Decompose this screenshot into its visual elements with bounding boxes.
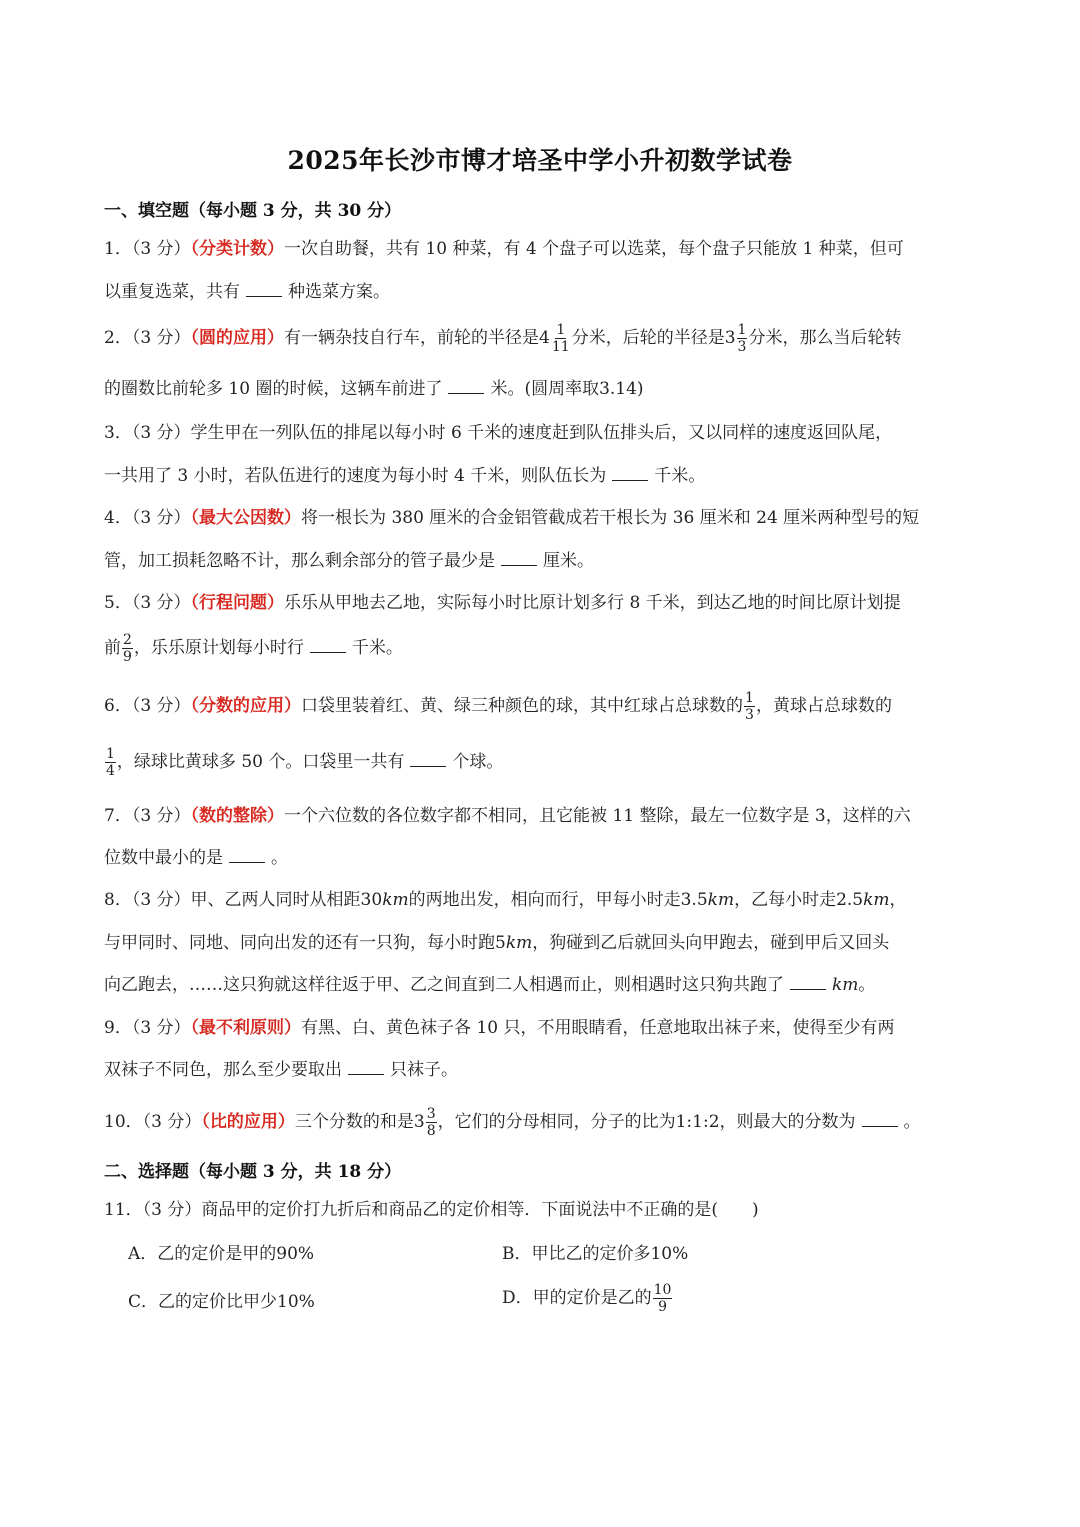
question-4-line-2: 管，加工损耗忽略不计，那么剩余部分的管子最少是 厘米。 [104, 551, 594, 571]
question-11-stem: 11．（3 分）商品甲的定价打九折后和商品乙的定价相等．下面说法中不正确的是( ) [104, 1200, 759, 1220]
question-2-line-2: 的圈数比前轮多 10 圈的时候，这辆车前进了 米。(圆周率取3.14) [104, 379, 644, 399]
option-a[interactable]: A．乙的定价是甲的90% [128, 1244, 315, 1264]
question-5-line-1: 5．（3 分）（行程问题）乐乐从甲地去乙地，实际每小时比原计划多行 8 千米，到达乙地的时间比原计划提 [104, 593, 901, 613]
mixed-fraction: $\frac{1}{11}$ [551, 322, 570, 355]
question-tag: （最大公因数） [190, 508, 302, 528]
answer-blank[interactable] [229, 846, 265, 863]
question-8-line-1: 8．（3 分）甲、乙两人同时从相距30km的两地出发，相向而行，甲每小时走3.5km，乙每小时走2.5km， [104, 890, 907, 910]
option-c[interactable]: C．乙的定价比甲少10% [128, 1292, 315, 1312]
question-tag: （最不利原则） [190, 1018, 302, 1038]
fraction: $\frac{10}{9}$ [653, 1282, 672, 1315]
fraction: $\frac{2}{9}$ [123, 632, 132, 665]
question-5-line-2: 前 $\frac{2}{9}$ ，乐乐原计划每小时行 千米。 [104, 632, 403, 665]
question-1-line-1: 1．（3 分）（分类计数）一次自助餐，共有 10 种菜，有 4 个盘子可以选菜，每个盘子只能放 1 种菜，但可 [104, 239, 904, 259]
question-tag: （分数的应用） [190, 696, 302, 716]
fraction: $\frac{1}{4}$ [106, 746, 115, 779]
answer-blank[interactable] [448, 377, 484, 394]
answer-blank[interactable] [246, 280, 282, 297]
question-6-line-2: $\frac{1}{4}$ ，绿球比黄球多 50 个。口袋里一共有 个球。 [106, 746, 504, 779]
question-tag: （行程问题） [190, 593, 285, 613]
question-9-line-2: 双袜子不同色，那么至少要取出 只袜子。 [104, 1060, 458, 1080]
question-8-line-3: 向乙跑去，……这只狗就这样往返于甲、乙之间直到二人相遇而止，则相遇时这只狗共跑了 km。 [104, 975, 876, 995]
answer-blank[interactable] [348, 1058, 384, 1075]
question-6-line-1: 6．（3 分）（分数的应用）口袋里装着红、黄、绿三种颜色的球，其中红球占总球数的 $\frac{1}{3}$ ，黄球占总球数的 [104, 690, 892, 723]
question-3-line-1: 3．（3 分）学生甲在一列队伍的排尾以每小时 6 千米的速度赶到队伍排头后，又以同样的速度返回队尾， [104, 423, 893, 443]
answer-blank[interactable] [790, 973, 826, 990]
question-2-line-1: 2．（3 分）（圆的应用）有一辆杂技自行车，前轮的半径是4 $\frac{1}{11}$ 分米，后轮的半径是3 $\frac{1}{3}$ 分米，那么当后轮转 [104, 322, 902, 355]
section-heading-multiple-choice: 二、选择题（每小题 3 分，共 18 分） [104, 1162, 402, 1182]
option-d[interactable]: D．甲的定价是乙的 $\frac{10}{9}$ [502, 1282, 672, 1315]
question-3-line-2: 一共用了 3 小时，若队伍进行的速度为每小时 4 千米，则队伍长为 千米。 [104, 466, 706, 486]
page-title: 2025年长沙市博才培圣中学小升初数学试卷 [287, 146, 793, 175]
question-tag: （圆的应用） [190, 328, 285, 348]
question-9-line-1: 9．（3 分）（最不利原则）有黑、白、黄色袜子各 10 只，不用眼睛看，任意地取出袜子来，使得至少有两 [104, 1018, 895, 1038]
question-7-line-1: 7．（3 分）（数的整除）一个六位数的各位数字都不相同，且它能被 11 整除，最左一位数字是 3，这样的六 [104, 806, 911, 826]
answer-blank[interactable] [612, 464, 648, 481]
question-4-line-1: 4．（3 分）（最大公因数）将一根长为 380 厘米的合金铝管截成若干根长为 36 厘米和 24 厘米两种型号的短 [104, 508, 920, 528]
question-tag: （比的应用） [201, 1112, 295, 1132]
section-heading-fill-in: 一、填空题（每小题 3 分，共 30 分） [104, 201, 402, 221]
mixed-fraction: $\frac{1}{3}$ [737, 322, 747, 355]
fraction: $\frac{1}{3}$ [745, 690, 754, 723]
question-1-line-2: 以重复选菜，共有 种选菜方案。 [104, 282, 390, 302]
answer-blank[interactable] [310, 636, 346, 653]
question-8-line-2: 与甲同时、同地、同向出发的还有一只狗，每小时跑5km，狗碰到乙后就回头向甲跑去，碰到甲后又回头 [104, 933, 890, 953]
option-b[interactable]: B．甲比乙的定价多10% [502, 1244, 689, 1264]
question-tag: （数的整除） [190, 806, 285, 826]
answer-blank[interactable] [501, 549, 537, 566]
question-tag: （分类计数） [190, 239, 285, 259]
question-7-line-2: 位数中最小的是 。 [104, 848, 288, 868]
question-10-line-1: 10．（3 分）（比的应用）三个分数的和是3 $\frac{3}{8}$ ，它们的分母相同，分子的比为1:1:2，则最大的分数为 。 [104, 1106, 921, 1139]
answer-blank[interactable] [410, 750, 446, 767]
mixed-fraction: $\frac{3}{8}$ [426, 1106, 436, 1139]
answer-blank[interactable] [862, 1110, 898, 1127]
